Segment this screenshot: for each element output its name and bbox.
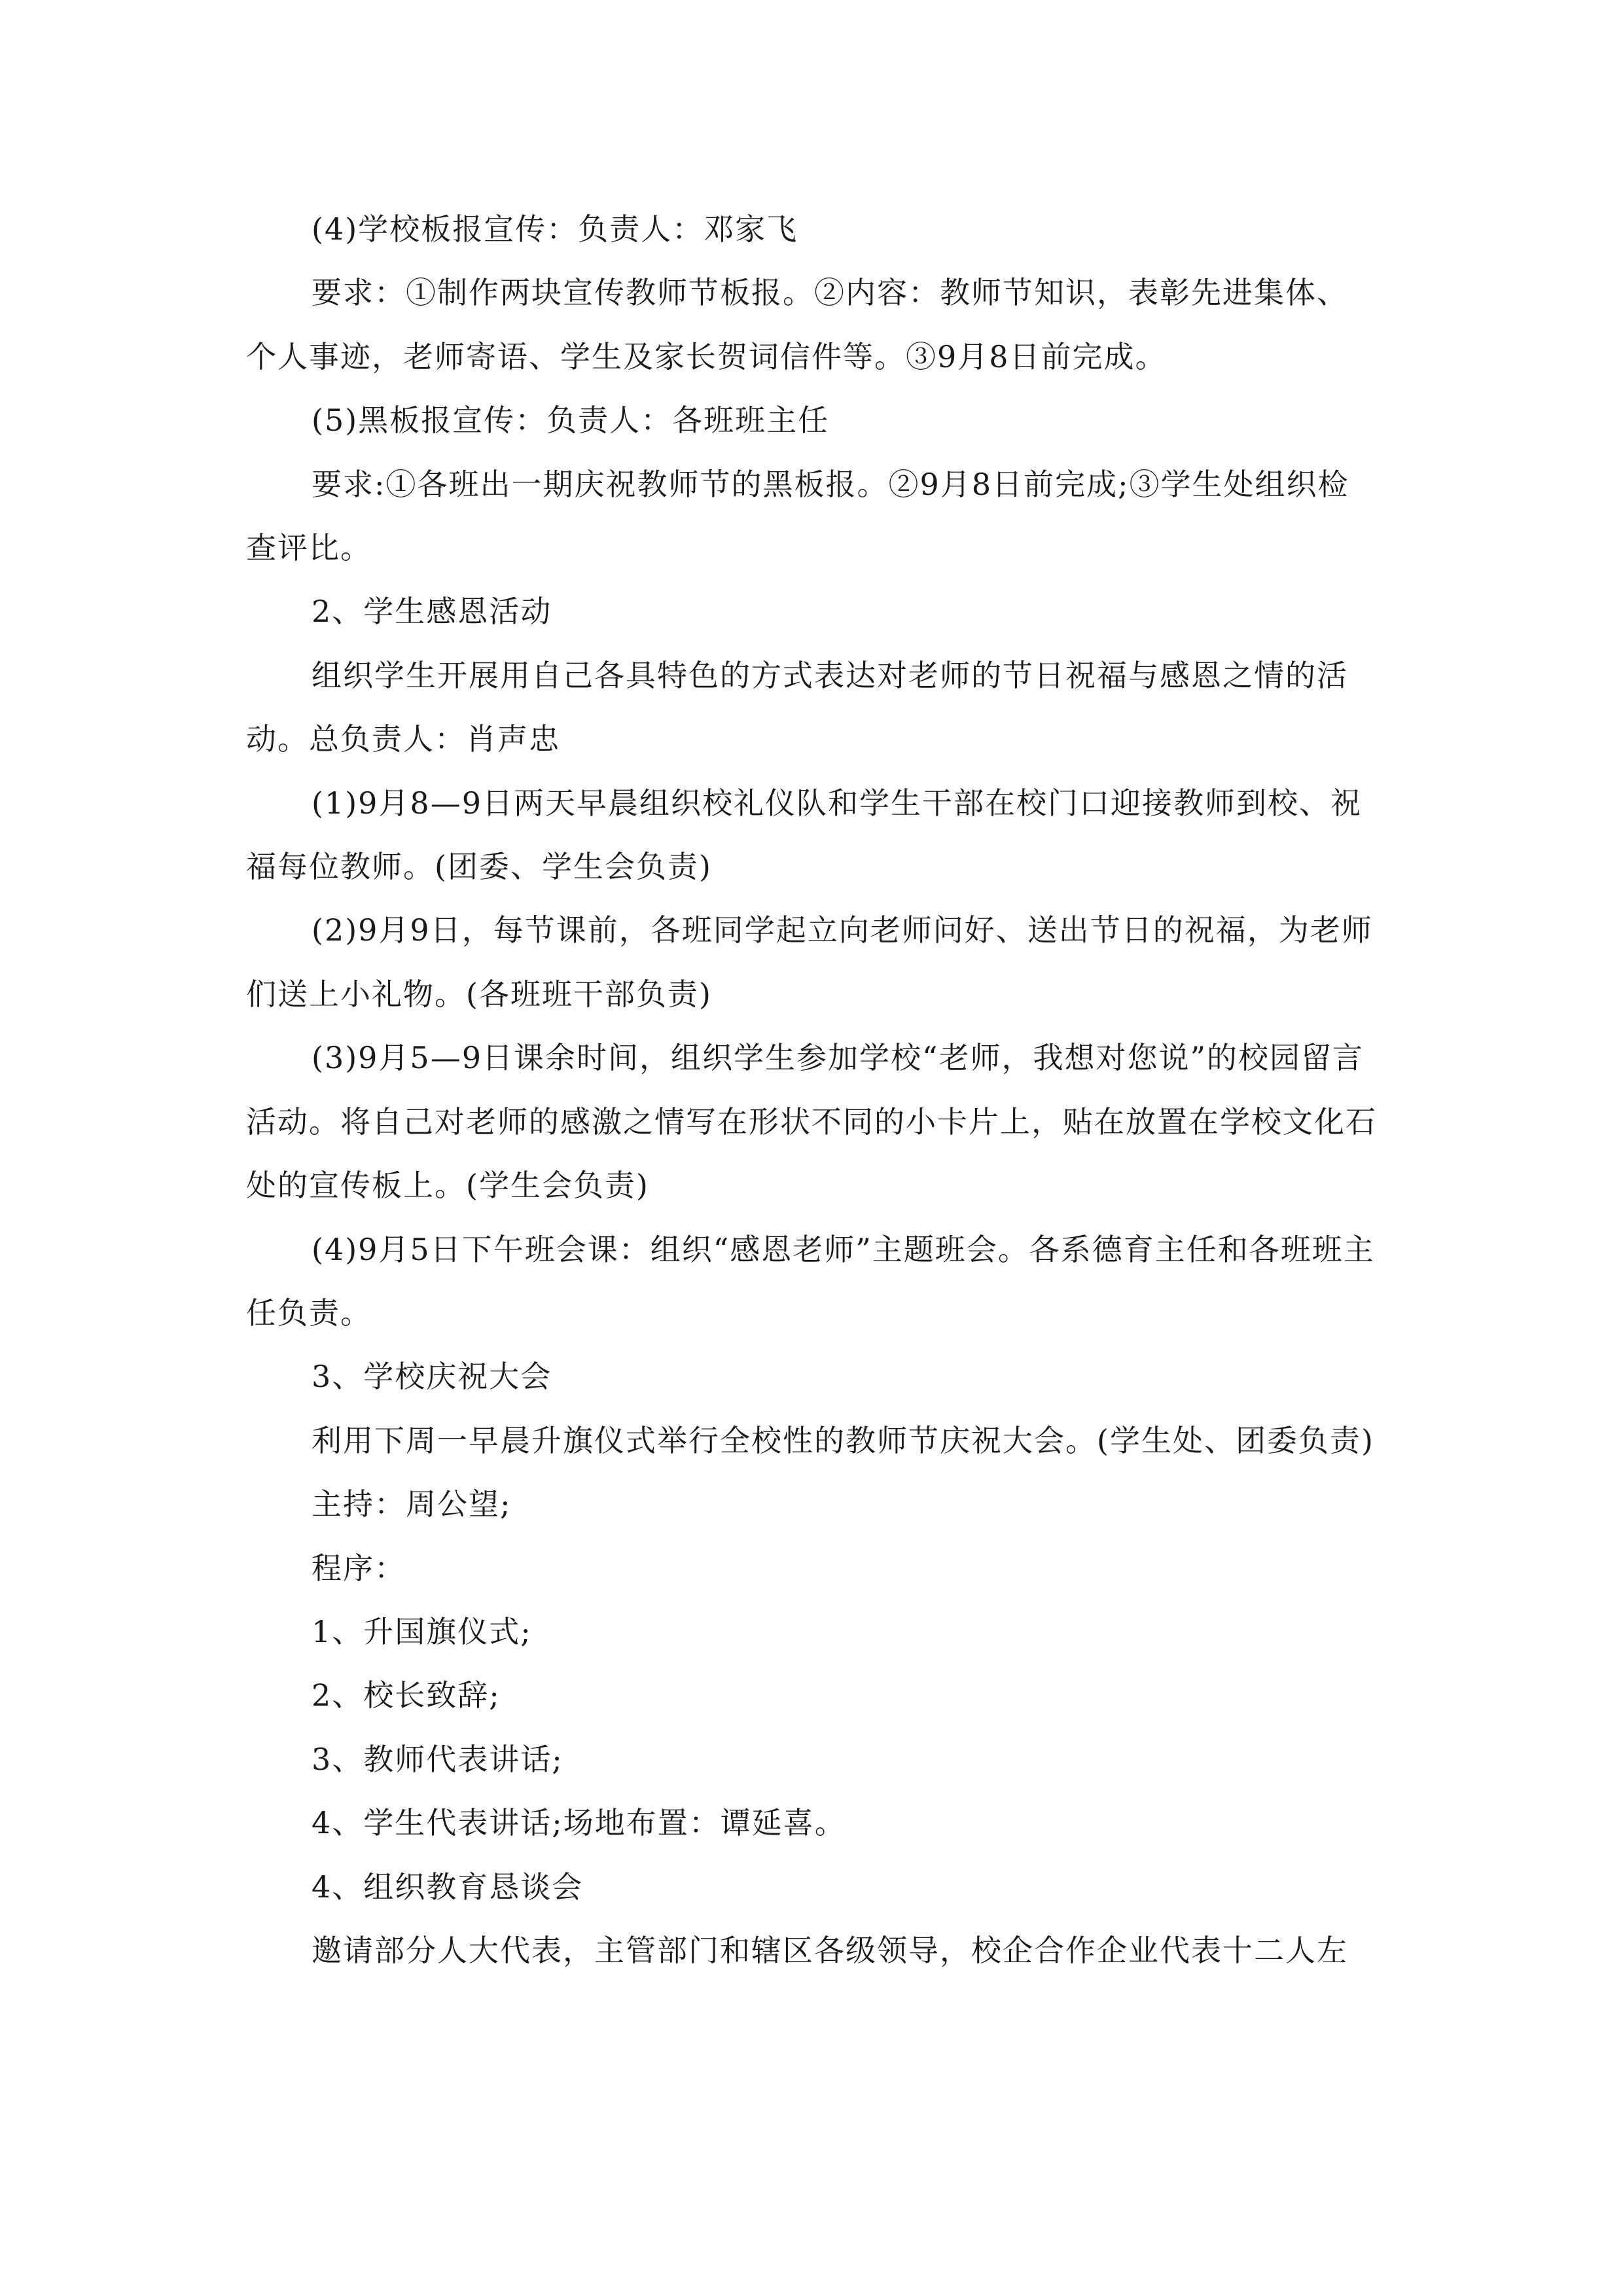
heading-student-gratitude: 2、学生感恩活动 [312,594,552,630]
program-item-2: 2、校长致辞; [312,1677,501,1713]
paragraph-gratitude-intro: 组织学生开展用自己各具特色的方式表达对老师的节日祝福与感恩之情的活动。总负责人：肖声忠 [246,657,1348,757]
program-item-4: 4、学生代表讲话;场地布置：谭延喜。 [312,1805,846,1841]
paragraph-gratitude-item-4: (4)9月5日下午班会课：组织“感恩老师”主题班会。各系德育主任和各班班主任负责。 [246,1231,1375,1331]
paragraph-celebration-intro: 利用下周一早晨升旗仪式举行全校性的教师节庆祝大会。(学生处、团委负责) [312,1422,1374,1458]
paragraph-gratitude-item-1: (1)9月8—9日两天早晨组织校礼仪队和学生干部在校门口迎接教师到校、祝福每位教师。(团委、学生会负责) [246,785,1362,885]
paragraph-gratitude-item-3: (3)9月5—9日课余时间，组织学生参加学校“老师，我想对您说”的校园留言活动。将自己对老师的感激之情写在形状不同的小卡片上，贴在放置在学校文化石处的宣传板上。(学生会负责) [246,1040,1377,1204]
heading-celebration: 3、学校庆祝大会 [312,1359,552,1395]
paragraph-gratitude-item-2: (2)9月9日，每节课前，各班同学起立向老师问好、送出节日的祝福，为老师们送上小礼物。(各班班干部负责) [246,912,1373,1012]
paragraph-host: 主持：周公望; [312,1486,512,1522]
paragraph-blackboard-publicity: (5)黑板报宣传：负责人：各班班主任 [312,403,830,439]
paragraph-program: 程序： [312,1550,406,1586]
paragraph-board-publicity: (4)学校板报宣传：负责人：邓家飞 [312,211,798,247]
program-item-3: 3、教师代表讲话; [312,1741,563,1777]
program-item-1: 1、升国旗仪式; [312,1613,532,1649]
document-body [246,198,1378,1982]
paragraph-forum-intro: 邀请部分人大代表，主管部门和辖区各级领导，校企合作企业代表十二人左 [312,1932,1348,1968]
paragraph-board-requirements: 要求：①制作两块宣传教师节板报。②内容：教师节知识，表彰先进集体、个人事迹，老师寄语、学生及家长贺词信件等。③9月8日前完成。 [246,275,1348,374]
paragraph-blackboard-requirements: 要求:①各班出一期庆祝教师节的黑板报。②9月8日前完成;③学生处组织检查评比。 [246,466,1349,566]
heading-education-forum: 4、组织教育恳谈会 [312,1869,584,1905]
